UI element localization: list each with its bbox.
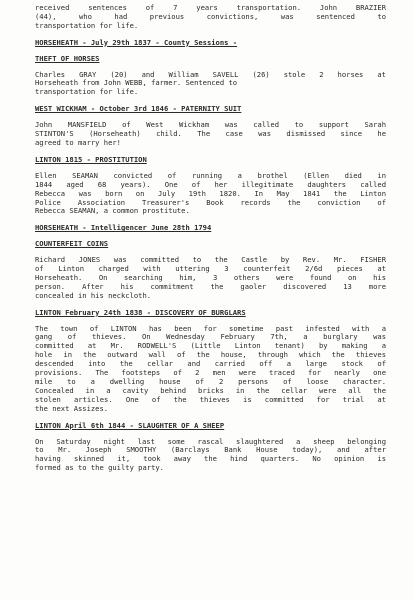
section-subheading: COUNTERFEIT COINS bbox=[35, 239, 109, 249]
text-line: gang of thieves. On Wednesday February 7th, a burglary was bbox=[35, 332, 386, 342]
text-line: STINTON'S (Horseheath) child. The case was dismissed since he bbox=[35, 129, 386, 139]
section-heading: HORSEHEATH - July 29th 1837 - County Sessions - bbox=[35, 37, 238, 47]
text-line: descended into the cellar and carried off a large stock of bbox=[35, 359, 386, 369]
text-line: transportation for life. bbox=[35, 20, 139, 30]
text-line: Horseheath. On searching him, 3 others were found on his bbox=[35, 272, 386, 282]
section-heading: LINTON February 24th 1838 - DISCOVERY OF BURGLARS bbox=[35, 307, 246, 317]
text-line: stolen articles. One of the thieves is committed for trial at bbox=[35, 394, 386, 404]
text-line: Police Association Treasurer's Book records the conviction of bbox=[35, 197, 386, 207]
text-line: John MANSFIELD of West Wickham was called to support Sarah bbox=[35, 120, 386, 130]
text-line: of Linton charged with uttering 3 counterfeit 2/6d pieces at bbox=[35, 264, 386, 274]
text-line: concealed in his neckcloth. bbox=[35, 290, 152, 300]
text-line: Ellen SEAMAN convicted of running a brothel (Ellen died in bbox=[35, 170, 386, 180]
text-line: the next Assizes. bbox=[35, 403, 109, 413]
section-horseheath-1794 bbox=[35, 224, 386, 300]
text-line: Rebecca was born on July 19th 1820. In May 1841 the Linton bbox=[35, 188, 386, 198]
section-linton-1838 bbox=[35, 309, 386, 414]
paragraph bbox=[35, 172, 386, 217]
text-line: formed as to the guilty party. bbox=[35, 463, 164, 473]
text-line: transportation for life. bbox=[35, 87, 139, 97]
text-line: provisions. The footsteps of 2 men were traced for nearly one bbox=[35, 368, 386, 378]
text-line: The town of LINTON has been for sometime past infested with a bbox=[35, 323, 386, 333]
text-line: hole in the outward wall of the house, through which the thieves bbox=[35, 350, 386, 360]
paragraph bbox=[35, 325, 386, 414]
text-line: mile to a dwelling house of 2 persons of loose character. bbox=[35, 377, 386, 386]
paragraph bbox=[35, 438, 386, 474]
text-line: On Saturday night last some rascal slaughtered a sheep belonging bbox=[35, 436, 386, 446]
section-linton-1815 bbox=[35, 156, 386, 216]
section-subheading: THEFT OF HORSES bbox=[35, 53, 100, 63]
section-west-wickham-1846 bbox=[35, 105, 386, 148]
text-line: (44), who had previous convictions, was sentenced to bbox=[35, 11, 386, 21]
text-line: to Mr. Joseph SMOOTHY (Barclays Bank House today), and after bbox=[35, 445, 386, 455]
paragraph bbox=[35, 121, 386, 148]
paragraph bbox=[35, 71, 386, 98]
section-heading: WEST WICKHAM - October 3rd 1846 - PATERNITY SUIT bbox=[35, 104, 242, 114]
text-line: committed at Mr. RODWELL'S (Little Linton tenant) by making a bbox=[35, 341, 386, 351]
section-horseheath-1837 bbox=[35, 39, 386, 98]
section-intro bbox=[35, 4, 386, 31]
text-line: Richard JONES was committed to the Castle by Rev. Mr. FISHER bbox=[35, 255, 386, 265]
paragraph bbox=[35, 256, 386, 301]
text-line: received sentences of 7 years transportation. John BRAZIER bbox=[35, 3, 386, 12]
section-linton-1844 bbox=[35, 422, 386, 474]
section-heading: LINTON 1815 - PROSTITUTION bbox=[35, 154, 147, 164]
section-heading: LINTON April 6th 1844 - SLAUGHTER OF A SHEEP bbox=[35, 420, 225, 430]
section-heading: HORSEHEATH - Intelligencer June 28th 1794 bbox=[35, 223, 212, 233]
paragraph bbox=[35, 4, 386, 31]
text-line: agreed to marry her! bbox=[35, 137, 121, 147]
text-line: Charles GRAY (20) and William SAVELL (26) stole 2 horses at bbox=[35, 69, 386, 79]
text-line: Horseheath from John WEBB, farmer. Sentenced to bbox=[35, 78, 238, 88]
text-line: Rebecca SEAMAN, a common prostitute. bbox=[35, 206, 190, 216]
text-line: 1844 aged 68 years). One of her illegitimate daughters called bbox=[35, 179, 386, 189]
text-line: Concealed in a cavity behind bricks in the cellar were all the bbox=[35, 385, 386, 395]
text-line: person. After his commitment the gaoler discovered 13 more bbox=[35, 281, 386, 291]
text-line: having skinned it, took away the hind quarters. No opinion is bbox=[35, 454, 386, 464]
